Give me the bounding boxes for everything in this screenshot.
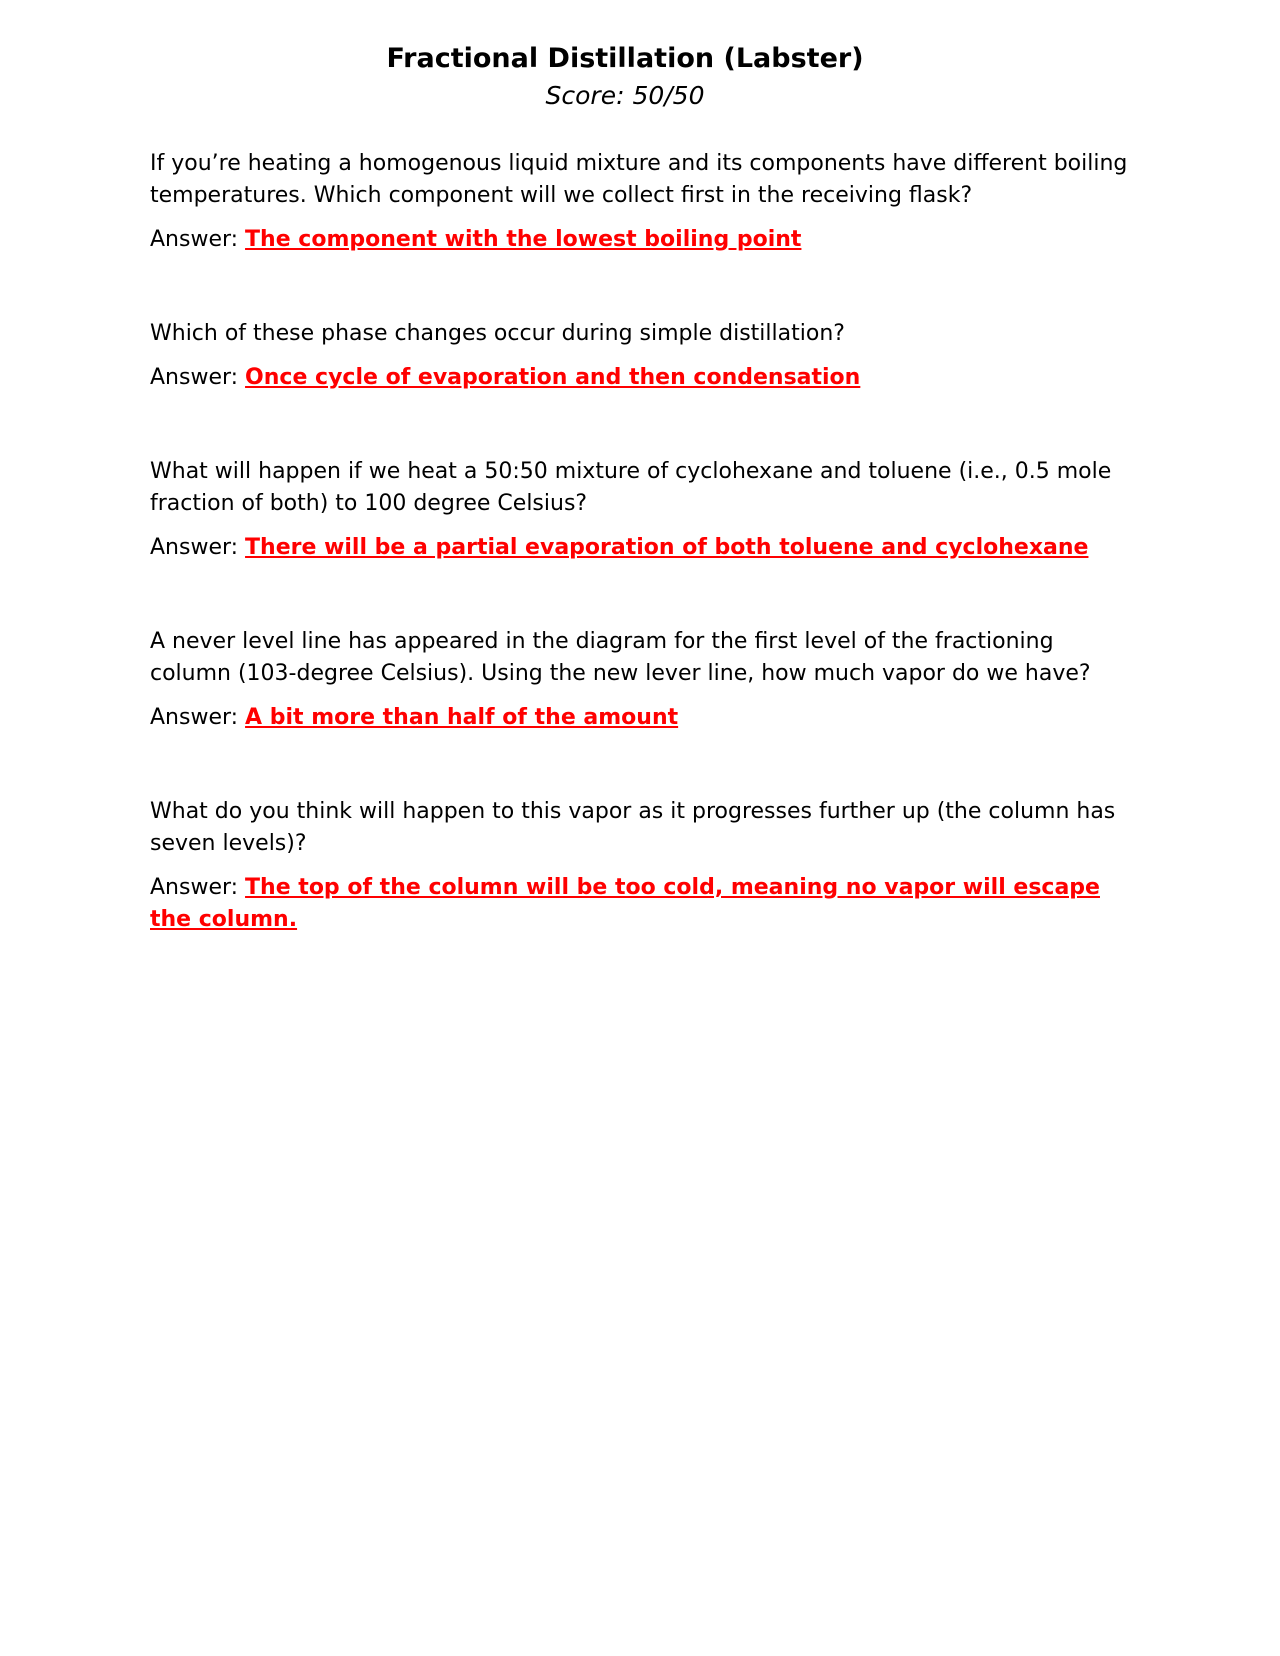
document-title: Fractional Distillation (Labster) (386, 43, 864, 74)
document-header (0, 40, 1250, 114)
answer-3: There will be a partial evaporation of both toluene and cyclohexane (245, 535, 1089, 560)
qa-item-5 (150, 796, 1140, 936)
answer-line-2 (150, 362, 1140, 394)
answer-line-5 (150, 872, 1140, 936)
question-5: What do you think will happen to this vapor as it progresses further up (the column has seven levels)? (150, 799, 1116, 856)
qa-item-2 (150, 318, 1140, 394)
answer-label-4: Answer: (150, 705, 246, 730)
answer-line-3 (150, 532, 1140, 564)
answer-label-3: Answer: (150, 535, 246, 560)
question-1: If you’re heating a homogenous liquid mixture and its components have different boiling temperatures. Which component will we collect first in the receiving flask? (150, 151, 1128, 208)
answer-label-1: Answer: (150, 227, 246, 252)
qa-list (150, 148, 1140, 936)
question-4: A never level line has appeared in the diagram for the first level of the fractioning column (103-degree Celsius). Using the new lever line, how much vapor do we have? (150, 629, 1091, 686)
answer-5: The top of the column will be too cold, meaning no vapor will escape the column. (150, 875, 1100, 932)
answer-1: The component with the lowest boiling point (245, 227, 802, 252)
question-2: Which of these phase changes occur during simple distillation? (150, 321, 845, 346)
answer-2: Once cycle of evaporation and then condensation (245, 365, 861, 390)
answer-line-1 (150, 224, 1140, 256)
answer-line-4 (150, 702, 1140, 734)
spacer (150, 394, 1140, 456)
qa-item-1 (150, 148, 1140, 256)
spacer (150, 734, 1140, 796)
score-line: Score: 50/50 (545, 81, 705, 110)
qa-item-3 (150, 456, 1140, 564)
answer-label-5: Answer: (150, 875, 246, 900)
spacer (150, 256, 1140, 318)
question-3: What will happen if we heat a 50:50 mixture of cyclohexane and toluene (i.e., 0.5 mole fraction of both) to 100 degree Celsius? (150, 459, 1112, 516)
answer-4: A bit more than half of the amount (245, 705, 679, 730)
spacer (150, 564, 1140, 626)
answer-label-2: Answer: (150, 365, 246, 390)
qa-item-4 (150, 626, 1140, 734)
